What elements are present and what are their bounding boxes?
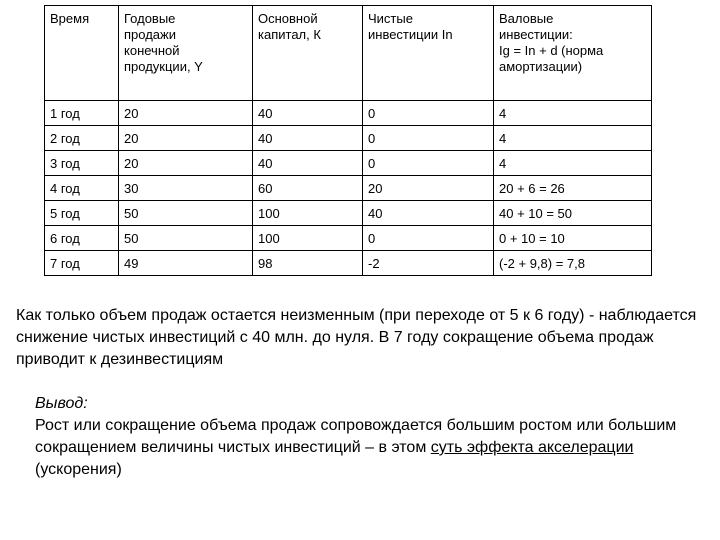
cell-time: 1 год [45, 101, 119, 126]
cell-net-investment: -2 [363, 251, 494, 276]
cell-net-investment: 40 [363, 201, 494, 226]
header-time: Время [45, 6, 119, 101]
table-row [45, 151, 652, 176]
header-net-investment: Чистые инвестиции In [363, 6, 494, 101]
cell-net-investment: 0 [363, 126, 494, 151]
cell-gross-investment: 40 + 10 = 50 [494, 201, 652, 226]
conclusion-underlined-text: суть эффекта акселерации [430, 439, 634, 456]
cell-gross-investment: 4 [494, 101, 652, 126]
cell-capital: 40 [253, 101, 363, 126]
cell-sales: 20 [119, 101, 253, 126]
cell-sales: 20 [119, 126, 253, 151]
cell-gross-investment: 0 + 10 = 10 [494, 226, 652, 251]
cell-gross-investment: 4 [494, 126, 652, 151]
table-row [45, 201, 652, 226]
cell-gross-investment: (-2 + 9,8) = 7,8 [494, 251, 652, 276]
cell-sales: 50 [119, 226, 253, 251]
header-fixed-capital: Основной капитал, К [253, 6, 363, 101]
cell-net-investment: 20 [363, 176, 494, 201]
cell-capital: 100 [253, 226, 363, 251]
cell-sales: 49 [119, 251, 253, 276]
cell-net-investment: 0 [363, 151, 494, 176]
cell-capital: 98 [253, 251, 363, 276]
cell-sales: 50 [119, 201, 253, 226]
cell-time: 3 год [45, 151, 119, 176]
explanation-paragraph: Как только объем продаж остается неизменным (при переходе от 5 к 6 году) - наблюдается снижение чистых инвестиций с 40 млн. до нуля. В 7 году сокращение объема продаж приводит к дезинвестициям [16, 307, 697, 368]
cell-time: 2 год [45, 126, 119, 151]
cell-gross-investment: 4 [494, 151, 652, 176]
cell-net-investment: 0 [363, 101, 494, 126]
table-row [45, 176, 652, 201]
cell-gross-investment: 20 + 6 = 26 [494, 176, 652, 201]
cell-net-investment: 0 [363, 226, 494, 251]
header-gross-investment: Валовые инвестиции: Ig = In + d (норма амортизации) [494, 6, 652, 101]
table-row [45, 126, 652, 151]
cell-capital: 60 [253, 176, 363, 201]
table-row [45, 251, 652, 276]
cell-sales: 20 [119, 151, 253, 176]
cell-capital: 100 [253, 201, 363, 226]
table-header-row [45, 6, 652, 101]
cell-sales: 30 [119, 176, 253, 201]
table-row [45, 101, 652, 126]
header-annual-sales: Годовые продажи конечной продукции, Y [119, 6, 253, 101]
cell-capital: 40 [253, 151, 363, 176]
cell-time: 6 год [45, 226, 119, 251]
cell-time: 7 год [45, 251, 119, 276]
conclusion-title: Вывод: [35, 395, 88, 412]
cell-capital: 40 [253, 126, 363, 151]
table-row [45, 226, 652, 251]
cell-time: 5 год [45, 201, 119, 226]
conclusion-block [35, 393, 695, 481]
conclusion-text-end: (ускорения) [35, 461, 122, 478]
cell-time: 4 год [45, 176, 119, 201]
investment-table [44, 5, 652, 276]
conclusion-text: Рост или сокращение объема продаж сопровождается большим ростом или большим сокращением величины чистых инвестиций – в этом [35, 417, 677, 456]
